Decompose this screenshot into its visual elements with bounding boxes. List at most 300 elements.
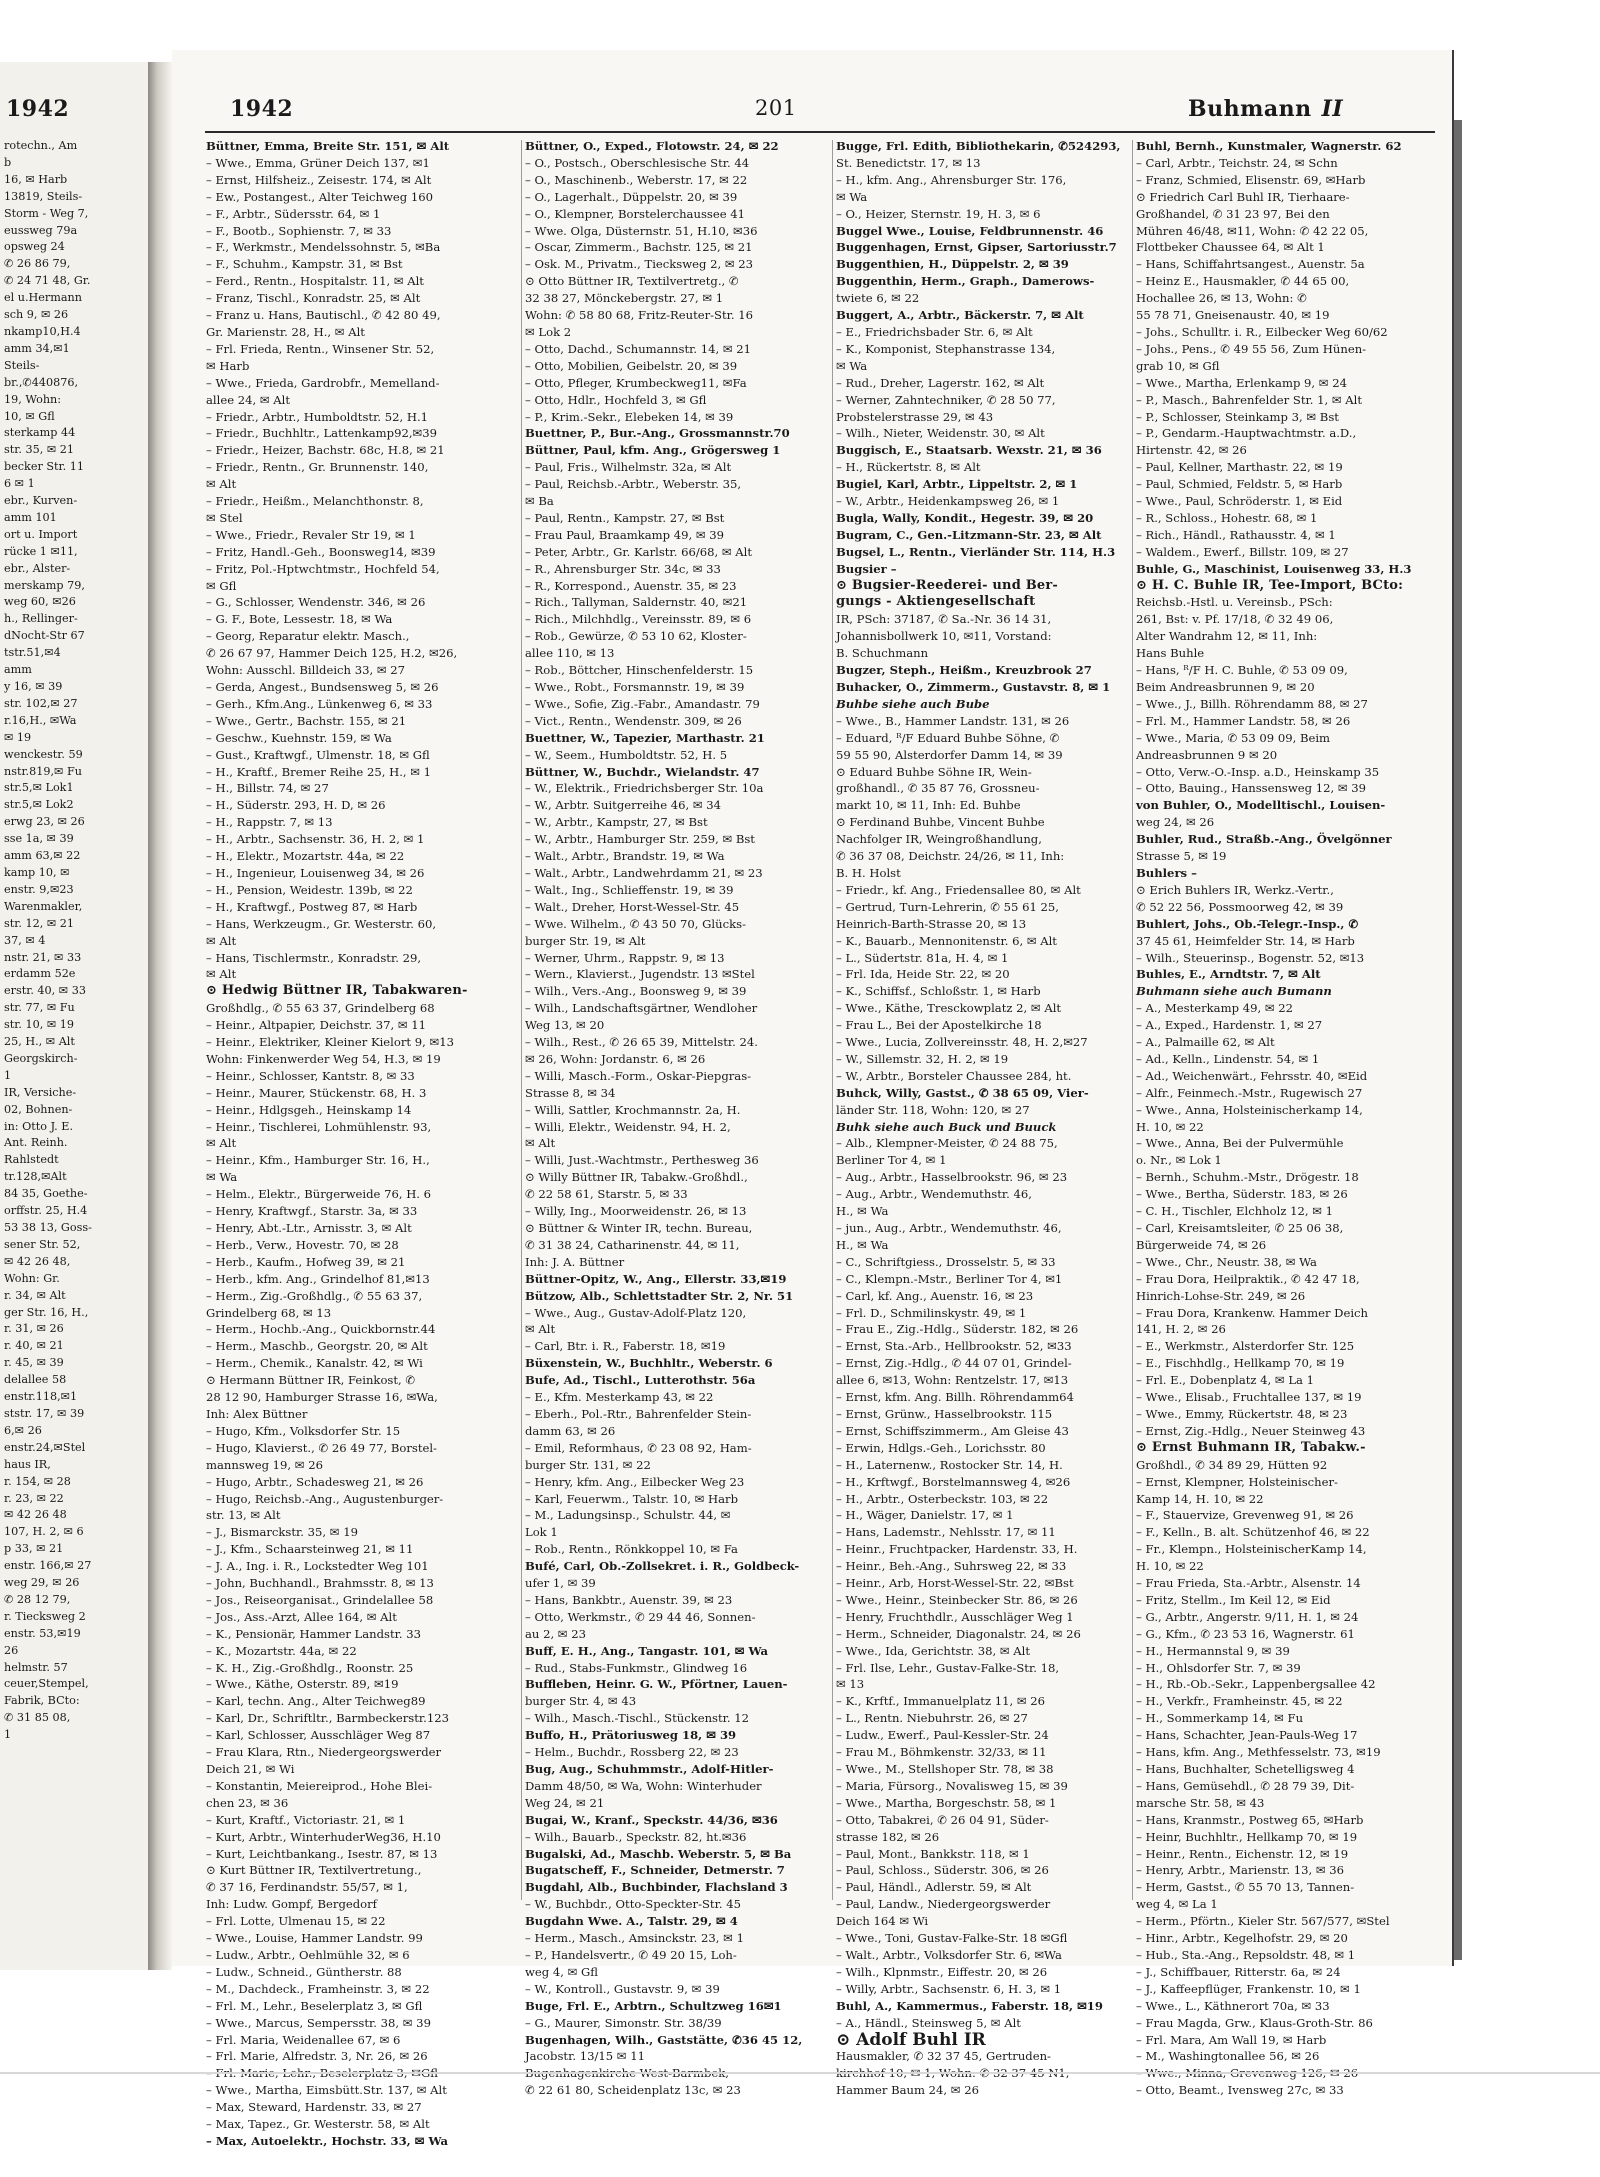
- directory-entry: – W., Kontroll., Gustavstr. 9, ✉ 39: [525, 1981, 720, 1996]
- directory-entry: – H., Hermannstal 9, ✉ 39: [1136, 1643, 1290, 1658]
- previous-page-line: 26: [4, 1643, 19, 1657]
- directory-entry: – Ad., Kelln., Lindenstr. 54, ✉ 1: [1136, 1051, 1320, 1066]
- previous-page-line: ebr., Kurven-: [4, 494, 78, 508]
- directory-entry: – J. A., Ing. i. R., Lockstedter Weg 101: [206, 1559, 429, 1574]
- directory-entry: ⊙ Otto Büttner IR, Textilvertretg., ✆: [525, 274, 739, 289]
- directory-entry: – Wwe., Ida, Gerichtstr. 38, ✉ Alt: [836, 1643, 1031, 1658]
- directory-entry: – E., Werkmstr., Alsterdorfer Str. 125: [1136, 1339, 1355, 1354]
- directory-entry: länder Str. 118, Wohn: 120, ✉ 27: [836, 1102, 1030, 1117]
- directory-entry: Bufé, Carl, Ob.-Zollsekret. i. R., Goldbeck-: [525, 1559, 800, 1574]
- previous-page-line: r. 45, ✉ 39: [4, 1356, 64, 1370]
- directory-entry: – Wwe., Maria, ✆ 53 09 09, Beim: [1136, 730, 1331, 745]
- directory-entry: – Wwe., Chr., Neustr. 38, ✉ Wa: [1136, 1254, 1317, 1269]
- previous-page-line: merskamp 79,: [4, 578, 85, 592]
- directory-entry: – Paul, Händl., Adlerstr. 59, ✉ Alt: [836, 1880, 1032, 1895]
- previous-page-line: y 16, ✉ 39: [4, 680, 63, 693]
- directory-entry: ✉ Gfl: [206, 578, 237, 593]
- directory-entry: – Carl, Btr. i. R., Faberstr. 18, ✉19: [525, 1339, 726, 1354]
- previous-page-line: nstr.819,✉ Fu: [4, 764, 82, 778]
- previous-page-line: br.,✆440876,: [4, 375, 79, 389]
- directory-entry: Buhacker, O., Zimmerm., Gustavstr. 8, ✉ 1: [836, 680, 1111, 694]
- directory-entry: ✉ Harb: [206, 358, 250, 373]
- previous-page-line: becker Str. 11: [4, 460, 84, 474]
- directory-entry: – Ad., Weichenwärt., Fehrsstr. 40, ✉Eid: [1136, 1068, 1368, 1083]
- previous-page-year: 1942: [6, 96, 70, 122]
- directory-entry: – Heinr., Elektriker, Kleiner Kielort 9, ✉13: [206, 1035, 454, 1050]
- previous-page-line: enstr. 9,✉23: [4, 882, 74, 896]
- running-head-name: Buhmann: [1188, 96, 1312, 122]
- directory-entry: Bugatscheff, F., Schneider, Detmerstr. 7: [525, 1863, 785, 1878]
- directory-entry: – Willy, Ing., Moorweidenstr. 26, ✉ 13: [525, 1204, 747, 1219]
- previous-page-line: str. 102,✉ 27: [4, 696, 78, 710]
- directory-entry: – Gertrud, Turn-Lehrerin, ✆ 55 61 25,: [836, 899, 1059, 914]
- directory-entry: – Wilh., Vers.-Ang., Boonsweg 9, ✉ 39: [525, 984, 747, 999]
- directory-column-2: [525, 138, 835, 2098]
- directory-entry: – Ernst, Schiffszimmerm., Am Gleise 43: [836, 1423, 1069, 1438]
- directory-entry: – Ferd., Rentn., Hospitalstr. 11, ✉ Alt: [206, 274, 424, 289]
- directory-entry: – Geschw., Kuehnstr. 159, ✉ Wa: [206, 730, 392, 745]
- directory-entry: burger Str. 19, ✉ Alt: [525, 933, 646, 948]
- directory-entry: 59 55 90, Alsterdorfer Damm 14, ✉ 39: [836, 747, 1063, 762]
- directory-entry: – Friedr., kf. Ang., Friedensallee 80, ✉ Alt: [836, 882, 1081, 897]
- directory-entry: ✆ 36 37 08, Deichstr. 24/26, ✉ 11, Inh:: [836, 849, 1065, 864]
- directory-entry: – H., Sommerkamp 14, ✉ Fu: [1136, 1711, 1304, 1726]
- directory-entry: ⊙ Hedwig Büttner IR, Tabakwaren-: [206, 983, 468, 999]
- directory-entry: Buggel Wwe., Louise, Feldbrunnenstr. 46: [836, 223, 1104, 238]
- directory-entry: – Wwe., Heinr., Steinbecker Str. 86, ✉ 26: [836, 1592, 1078, 1607]
- directory-entry: – Jos., Ass.-Arzt, Allee 164, ✉ Alt: [206, 1609, 397, 1624]
- directory-entry: – W., Seem., Humboldtstr. 52, H. 5: [525, 747, 728, 762]
- directory-entry: – Wwe. Wilhelm., ✆ 43 50 70, Glücks-: [525, 916, 746, 931]
- directory-entry: H. 10, ✉ 22: [1136, 1119, 1204, 1134]
- previous-page-line: 37, ✉ 4: [4, 933, 46, 947]
- running-head-volume: II: [1321, 96, 1344, 122]
- directory-entry: Buffo, H., Prätoriusweg 18, ✉ 39: [525, 1728, 737, 1743]
- previous-page-line: ststr. 17, ✉ 39: [4, 1406, 85, 1420]
- previous-page-line: 6,✉ 26: [4, 1423, 42, 1437]
- directory-entry: Buettner, P., Bur.-Ang., Grossmannstr.70: [525, 426, 790, 441]
- previous-page-line: amm: [4, 663, 32, 677]
- directory-entry: – O., Postsch., Oberschlesische Str. 44: [525, 155, 750, 170]
- directory-entry: Inh: J. A. Büttner: [525, 1254, 625, 1269]
- scan-edge: [0, 2072, 1600, 2074]
- directory-entry: ✉ Wa: [206, 1170, 238, 1185]
- previous-page-fragment: [0, 62, 153, 1970]
- directory-entry: Bugenhagen, Wilh., Gaststätte, ✆36 45 12,: [525, 2032, 803, 2047]
- previous-page-line: weg 29, ✉ 26: [4, 1576, 80, 1590]
- directory-entry: Bugdahn Wwe. A., Talstr. 29, ✉ 4: [525, 1914, 738, 1929]
- directory-entry: – Hans, Gemüsehdl., ✆ 28 79 39, Dit-: [1136, 1778, 1355, 1793]
- directory-entry: – Johs., Schulltr. i. R., Eilbecker Weg 60/62: [1136, 324, 1388, 339]
- directory-entry: – Wwe., J., Billh. Röhrendamm 88, ✉ 27: [1136, 696, 1368, 711]
- directory-entry: – Wwe., Frieda, Gardrobfr., Memelland-: [206, 375, 440, 390]
- previous-page-column: [4, 138, 146, 1908]
- previous-page-line: 1: [4, 1068, 12, 1082]
- directory-entry: – H., kfm. Ang., Ahrensburger Str. 176,: [836, 172, 1067, 187]
- directory-entry: – Bernh., Schuhm.-Mstr., Drögestr. 18: [1136, 1170, 1359, 1185]
- directory-entry: – jun., Aug., Arbtr., Wendemuthstr. 46,: [836, 1221, 1062, 1235]
- directory-entry: – A., Exped., Hardenstr. 1, ✉ 27: [1136, 1018, 1323, 1033]
- directory-entry: strasse 182, ✉ 26: [836, 1829, 940, 1844]
- directory-entry: Hinrich-Lohse-Str. 249, ✉ 26: [1136, 1288, 1306, 1303]
- directory-entry: – E., Friedrichsbader Str. 6, ✉ Alt: [836, 324, 1033, 339]
- directory-entry: – Henry, kfm. Ang., Eilbecker Weg 23: [525, 1474, 745, 1489]
- directory-entry: – Wwe., Käthe, Tresckowplatz 2, ✉ Alt: [836, 1001, 1062, 1016]
- directory-entry: – W., Arbtr. Suitgerreihe 46, ✉ 34: [525, 798, 722, 813]
- previous-page-line: sse 1a, ✉ 39: [4, 832, 74, 846]
- directory-entry: Deich 21, ✉ Wi: [206, 1762, 295, 1776]
- directory-entry: – Fr., Klempn., HolsteinischerKamp 14,: [1136, 1542, 1367, 1557]
- directory-entry: – Frl. Marie, Alfredstr. 3, Nr. 26, ✉ 26: [206, 2049, 428, 2064]
- directory-entry: ✉ 26, Wohn: Jordanstr. 6, ✉ 26: [525, 1051, 706, 1066]
- directory-entry: Nachfolger IR, Weingroßhandlung,: [836, 832, 1042, 847]
- directory-entry: – H., Rückertstr. 8, ✉ Alt: [836, 460, 981, 475]
- directory-entry: burger Str. 4, ✉ 43: [525, 1694, 637, 1709]
- directory-entry: ufer 1, ✉ 39: [525, 1576, 596, 1591]
- directory-entry: Buhk siehe auch Buck und Buuck: [836, 1119, 1057, 1134]
- directory-entry: – Oscar, Zimmerm., Bachstr. 125, ✉ 21: [525, 240, 753, 255]
- directory-entry: H., ✉ Wa: [836, 1204, 889, 1219]
- directory-entry: – Gust., Kraftwgf., Ulmenstr. 18, ✉ Gfl: [206, 747, 430, 762]
- directory-entry: Buhl, A., Kammermus., Faberstr. 18, ✉19: [836, 1998, 1103, 2013]
- directory-entry: markt 10, ✉ 11, Inh: Ed. Buhbe: [836, 798, 1021, 813]
- directory-entry: – Wwe., Gertr., Bachstr. 155, ✉ 21: [206, 713, 407, 728]
- directory-entry: Andreasbrunnen 9 ✉ 20: [1136, 747, 1278, 762]
- directory-entry: – R., Schloss., Hohestr. 68, ✉ 1: [1136, 510, 1318, 525]
- directory-entry: – Peter, Arbtr., Gr. Karlstr. 66/68, ✉ Alt: [525, 544, 752, 559]
- previous-page-line: ebr., Alster-: [4, 561, 71, 575]
- directory-entry: twiete 6, ✉ 22: [836, 291, 920, 306]
- directory-entry: Buff, E. H., Ang., Tangastr. 101, ✉ Wa: [525, 1643, 769, 1658]
- directory-column-4: [1136, 138, 1442, 2098]
- directory-entry: – Kurt, Arbtr., WinterhuderWeg36, H.10: [206, 1829, 441, 1844]
- directory-entry: Hirtenstr. 42, ✉ 26: [1136, 443, 1247, 458]
- directory-entry: B. H. Holst: [836, 865, 901, 880]
- directory-entry: – Ernst, Grünw., Hasselbrookstr. 115: [836, 1406, 1053, 1421]
- directory-entry: Bug, Aug., Schuhmmstr., Adolf-Hitler-: [525, 1762, 774, 1776]
- directory-entry: – K., Bauarb., Mennonitenstr. 6, ✉ Alt: [836, 933, 1057, 948]
- directory-entry: – Werner, Uhrm., Rappstr. 9, ✉ 13: [525, 950, 725, 965]
- directory-entry: ✆ 52 22 56, Possmoorweg 42, ✉ 39: [1136, 899, 1344, 914]
- header-rule: [205, 131, 1435, 133]
- directory-entry: 37 45 61, Heimfelder Str. 14, ✉ Harb: [1136, 933, 1355, 948]
- directory-entry: – Paul, Kellner, Marthastr. 22, ✉ 19: [1136, 460, 1343, 475]
- directory-entry: – Wwe., Emma, Grüner Deich 137, ✉1: [206, 155, 430, 170]
- directory-entry: – Henry, Fruchthdlr., Ausschläger Weg 1: [836, 1609, 1074, 1624]
- directory-entry: – Willi, Elektr., Weidenstr. 94, H. 2,: [525, 1119, 731, 1134]
- directory-column-1: [206, 138, 516, 2148]
- directory-entry: – W., Sillemstr. 32, H. 2, ✉ 19: [836, 1051, 1009, 1066]
- directory-entry: – Wilh., Rest., ✆ 26 65 39, Mittelstr. 24.: [525, 1035, 758, 1050]
- directory-entry: – Heinr., Hdlgsgeh., Heinskamp 14: [206, 1102, 412, 1117]
- directory-entry: – Ludw., Arbtr., Oehlmühle 32, ✉ 6: [206, 1947, 410, 1962]
- directory-entry: – Erwin, Hdlgs.-Geh., Lorichsstr. 80: [836, 1440, 1046, 1455]
- directory-entry: – H., Arbtr., Sachsenstr. 36, H. 2, ✉ 1: [206, 832, 425, 847]
- directory-entry: Büttner, Paul, kfm. Ang., Grögersweg 1: [525, 443, 781, 458]
- directory-entry: ✉ Lok 2: [525, 324, 572, 339]
- previous-page-line: ceuer,Stempel,: [4, 1677, 89, 1691]
- directory-entry: – Heinr, Buchhltr., Hellkamp 70, ✉ 19: [1136, 1829, 1358, 1844]
- directory-entry: Wohn: ✆ 58 80 68, Fritz-Reuter-Str. 16: [525, 308, 754, 323]
- directory-entry: – K., Pensionär, Hammer Landstr. 33: [206, 1626, 422, 1641]
- directory-entry: – Herm., Maschb., Georgstr. 20, ✉ Alt: [206, 1339, 428, 1354]
- previous-page-line: r. 34, ✉ Alt: [4, 1288, 66, 1302]
- directory-entry: – Hans, Buchhalter, Schetelligsweg 4: [1136, 1762, 1355, 1776]
- directory-entry: – Hugo, Reichsb.-Ang., Augustenburger-: [206, 1491, 444, 1506]
- directory-entry: – Max, Autoelektr., Hochstr. 33, ✉ Wa: [206, 2133, 449, 2148]
- previous-page-line: str. 12, ✉ 21: [4, 916, 74, 930]
- directory-entry: – C. H., Tischler, Elchholz 12, ✉ 1: [1136, 1204, 1334, 1219]
- directory-entry: weg 4, ✉ Gfl: [525, 1964, 599, 1979]
- directory-entry: – Carl, kf. Ang., Auenstr. 16, ✉ 23: [836, 1288, 1034, 1303]
- directory-entry: – Franz, Schmied, Elisenstr. 69, ✉Harb: [1136, 172, 1366, 187]
- directory-entry: – Karl, techn. Ang., Alter Teichweg89: [206, 1694, 426, 1709]
- directory-entry: Buhles, E., Arndtstr. 7, ✉ Alt: [1136, 967, 1321, 982]
- directory-entry: – K., Komponist, Stephanstrasse 134,: [836, 341, 1056, 356]
- directory-entry: – W., Buchbdr., Otto-Speckter-Str. 45: [525, 1897, 741, 1912]
- directory-entry: – Hans, Werkzeugm., Gr. Westerstr. 60,: [206, 916, 437, 931]
- directory-entry: – Aug., Arbtr., Hasselbrookstr. 96, ✉ 23: [836, 1170, 1068, 1185]
- directory-entry: – Hans, kfm. Ang., Methfesselstr. 73, ✉19: [1136, 1745, 1381, 1760]
- directory-entry: – H., Pension, Weidestr. 139b, ✉ 22: [206, 882, 413, 897]
- directory-entry: Buggenthien, H., Düppelstr. 2, ✉ 39: [836, 257, 1069, 272]
- directory-entry: ✆ 37 16, Ferdinandstr. 55/57, ✉ 1,: [206, 1880, 408, 1895]
- previous-page-line: str. 35, ✉ 21: [4, 443, 74, 457]
- previous-page-line: sterkamp 44: [4, 426, 76, 440]
- directory-entry: Buffleben, Heinr. G. W., Pförtner, Lauen-: [525, 1677, 788, 1692]
- directory-entry: – Walt., Arbtr., Volksdorfer Str. 6, ✉Wa: [836, 1947, 1062, 1962]
- directory-entry: Probstelerstrasse 29, ✉ 43: [836, 409, 994, 424]
- directory-entry: – Wwe., Friedr., Revaler Str 19, ✉ 1: [206, 527, 416, 542]
- directory-entry: – Paul, Schloss., Süderstr. 306, ✉ 26: [836, 1863, 1049, 1878]
- column-divider: [521, 140, 522, 1900]
- directory-entry: – Gerh., Kfm.Ang., Lünkenweg 6, ✉ 33: [206, 696, 433, 711]
- directory-entry: – Walt., Arbtr., Brandstr. 19, ✉ Wa: [525, 849, 725, 864]
- page-number: 201: [755, 96, 797, 120]
- directory-entry: Buggenthin, Herm., Graph., Damerows-: [836, 274, 1095, 289]
- previous-page-line: rotechn., Am: [4, 139, 78, 152]
- directory-entry: – Herm., Masch., Amsinckstr. 23, ✉ 1: [525, 1931, 744, 1946]
- directory-entry: – Hugo, Kfm., Volksdorfer Str. 15: [206, 1423, 401, 1438]
- directory-entry: – Otto, Tabakrei, ✆ 26 04 91, Süder-: [836, 1812, 1049, 1827]
- directory-entry: au 2, ✉ 23: [525, 1626, 586, 1641]
- previous-page-line: r. 31, ✉ 26: [4, 1322, 64, 1336]
- directory-entry: – H., Rappstr. 7, ✉ 13: [206, 815, 333, 830]
- directory-entry: – Heinr., Schlosser, Kantstr. 8, ✉ 33: [206, 1068, 415, 1083]
- previous-page-line: str. 77, ✉ Fu: [4, 1001, 75, 1015]
- directory-entry: – Wwe., Martha, Eimsbütt.Str. 137, ✉ Alt: [206, 2083, 447, 2098]
- directory-entry: – Henry, Abt.-Ltr., Arnisstr. 3, ✉ Alt: [206, 1221, 412, 1235]
- directory-entry: – K., Schiffsf., Schloßstr. 1, ✉ Harb: [836, 984, 1041, 999]
- directory-entry: gungs - Aktiengesellschaft: [836, 594, 1036, 610]
- page-edge-shadow: [1454, 120, 1462, 1960]
- directory-entry: – Herm., Chemik., Kanalstr. 42, ✉ Wi: [206, 1356, 423, 1371]
- directory-entry: – Frl. E., Dobenplatz 4, ✉ La 1: [1136, 1373, 1315, 1388]
- previous-page-line: b: [4, 155, 12, 169]
- directory-entry: – Ernst, Klempner, Holsteinischer-: [1136, 1474, 1338, 1489]
- directory-entry: – Frl. Maria, Weidenallee 67, ✉ 6: [206, 2032, 401, 2047]
- directory-entry: Büxenstein, W., Buchhltr., Weberstr. 6: [525, 1356, 773, 1371]
- directory-entry: – Paul, Landw., Niedergeorgswerder: [836, 1897, 1051, 1912]
- directory-entry: – C., Klempn.-Mstr., Berliner Tor 4, ✉1: [836, 1271, 1063, 1286]
- directory-entry: Buhle, G., Maschinist, Louisenweg 33, H.3: [1136, 561, 1412, 576]
- directory-entry: – Wwe., Aug., Gustav-Adolf-Platz 120,: [525, 1305, 747, 1320]
- previous-page-line: ger Str. 16, H.,: [4, 1305, 89, 1319]
- directory-entry: Bugai, W., Kranf., Speckstr. 44/36, ✉36: [525, 1812, 778, 1827]
- directory-entry: Bufe, Ad., Tischl., Lutterothstr. 56a: [525, 1373, 756, 1388]
- directory-entry: – Eberh., Pol.-Rtr., Bahrenfelder Stein-: [525, 1406, 752, 1421]
- previous-page-line: el u.Hermann: [4, 291, 82, 305]
- previous-page-line: amm 101: [4, 510, 57, 524]
- directory-entry: – Friedr., Buchhltr., Lattenkamp92,✉39: [206, 426, 438, 441]
- directory-entry: – P., Gendarm.-Hauptwachtmstr. a.D.,: [1136, 426, 1357, 441]
- directory-entry: – Frau E., Zig.-Hdlg., Süderstr. 182, ✉ 26: [836, 1322, 1079, 1337]
- page-year: 1942: [230, 96, 294, 122]
- directory-entry: chen 23, ✉ 36: [206, 1795, 289, 1810]
- directory-entry: – Friedr., Heißm., Melanchthonstr. 8,: [206, 494, 424, 509]
- directory-entry: – F., Kelln., B. alt. Schützenhof 46, ✉ 22: [1136, 1525, 1370, 1540]
- directory-entry: – J., Kfm., Schaarsteinweg 21, ✉ 11: [206, 1542, 414, 1557]
- directory-entry: Hammer Baum 24, ✉ 26: [836, 2083, 979, 2098]
- directory-entry: – J., Bismarckstr. 35, ✉ 19: [206, 1525, 358, 1540]
- directory-entry: – Frl. M., Lehr., Beselerplatz 3, ✉ Gfl: [206, 1998, 423, 2013]
- directory-entry: – F., Stauervize, Grevenweg 91, ✉ 26: [1136, 1508, 1354, 1523]
- directory-entry: grab 10, ✉ Gfl: [1136, 358, 1220, 373]
- directory-entry: – Helm., Elektr., Bürgerweide 76, H. 6: [206, 1187, 432, 1202]
- directory-entry: Großhdlg., ✆ 55 63 37, Grindelberg 68: [206, 1001, 435, 1016]
- directory-entry: H. 10, ✉ 22: [1136, 1559, 1204, 1574]
- previous-page-line: wenckestr. 59: [4, 747, 83, 761]
- previous-page-line: r. 154, ✉ 28: [4, 1474, 71, 1488]
- directory-entry: – Frl. M., Hammer Landstr. 58, ✉ 26: [1136, 713, 1351, 728]
- directory-entry: – Wwe., Lucia, Zollvereinsstr. 48, H. 2,✉27: [836, 1035, 1088, 1050]
- directory-entry: ✉ Wa: [836, 189, 868, 204]
- directory-entry: ✆ 31 38 24, Catharinenstr. 44, ✉ 11,: [525, 1237, 740, 1252]
- previous-page-line: str.5,✉ Lok1: [4, 781, 74, 795]
- directory-entry: – M., Dachdeck., Framheinstr. 3, ✉ 22: [206, 1981, 430, 1996]
- directory-entry: Beim Andreasbrunnen 9, ✉ 20: [1136, 680, 1315, 694]
- directory-entry: ✆ 22 61 80, Scheidenplatz 13c, ✉ 23: [525, 2083, 741, 2098]
- directory-entry: – Fritz, Stellm., Im Keil 12, ✉ Eid: [1136, 1592, 1331, 1607]
- directory-entry: – Wwe., Paul, Schröderstr. 1, ✉ Eid: [1136, 494, 1343, 509]
- directory-entry: Gr. Marienstr. 28, H., ✉ Alt: [206, 324, 365, 339]
- directory-entry: – P., Masch., Bahrenfelder Str. 1, ✉ Alt: [1136, 392, 1363, 407]
- directory-entry: – Herm., Zig.-Großhdlg., ✆ 55 63 37,: [206, 1288, 423, 1303]
- directory-entry: – Hinr., Arbtr., Kegelhofstr. 29, ✉ 20: [1136, 1931, 1348, 1946]
- directory-entry: – Heinr., Altpapier, Deichstr. 37, ✉ 11: [206, 1018, 427, 1033]
- directory-entry: – Otto, Pfleger, Krumbeckweg11, ✉Fa: [525, 375, 747, 390]
- directory-entry: – Carl, Kreisamtsleiter, ✆ 25 06 38,: [1136, 1221, 1344, 1235]
- directory-entry: – Heinr., Beh.-Ang., Suhrsweg 22, ✉ 33: [836, 1559, 1067, 1574]
- directory-entry: – K., Mozartstr. 44a, ✉ 22: [206, 1643, 357, 1658]
- directory-entry: Hans Buhle: [1136, 646, 1205, 661]
- directory-entry: ✉ Alt: [206, 967, 237, 982]
- directory-entry: – J., Schiffbauer, Ritterstr. 6a, ✉ 24: [1136, 1964, 1341, 1979]
- directory-entry: Reichsb.-Hstl. u. Vereinsb., PSch:: [1136, 595, 1333, 610]
- previous-page-line: ✉ 42 26 48,: [4, 1254, 71, 1268]
- directory-entry: Büttner, O., Exped., Flotowstr. 24, ✉ 22: [525, 139, 779, 153]
- directory-entry: – Waldem., Ewerf., Billstr. 109, ✉ 27: [1136, 544, 1349, 559]
- directory-entry: – Alfr., Feinmech.-Mstr., Rugewisch 27: [1136, 1085, 1363, 1100]
- directory-entry: – Konstantin, Meiereiprod., Hohe Blei-: [206, 1778, 433, 1793]
- previous-page-line: dNocht-Str 67: [4, 629, 85, 643]
- directory-entry: – F., Arbtr., Südersstr. 64, ✉ 1: [206, 206, 381, 221]
- directory-entry: ⊙ Erich Buhlers IR, Werkz.-Vertr.,: [1136, 882, 1334, 897]
- directory-entry: Heinrich-Barth-Strasse 20, ✉ 13: [836, 916, 1027, 931]
- directory-entry: – Werner, Zahntechniker, ✆ 28 50 77,: [836, 392, 1056, 407]
- previous-page-line: helmstr. 57: [4, 1660, 68, 1674]
- directory-entry: – Ernst, kfm. Ang. Billh. Röhrendamm64: [836, 1390, 1074, 1405]
- directory-entry: burger Str. 131, ✉ 22: [525, 1457, 651, 1472]
- directory-entry: – Wwe., Sofie, Zig.-Fabr., Amandastr. 79: [525, 696, 760, 711]
- directory-entry: – R., Ahrensburger Str. 34c, ✉ 33: [525, 561, 721, 576]
- previous-page-line: nstr. 21, ✉ 33: [4, 950, 82, 964]
- previous-page-line: 19, Wohn:: [4, 392, 62, 406]
- previous-page-line: enstr.118,✉1: [4, 1390, 78, 1404]
- directory-entry: Buhlers –: [1136, 865, 1197, 880]
- directory-entry: – Kurt, Leichtbankang., Isestr. 87, ✉ 13: [206, 1846, 438, 1861]
- directory-entry: – Wwe., Elisab., Fruchtallee 137, ✉ 19: [1136, 1390, 1362, 1405]
- directory-entry: – Walt., Ing., Schlieffenstr. 19, ✉ 39: [525, 882, 734, 897]
- directory-entry: ✆ 22 58 61, Starstr. 5, ✉ 33: [525, 1187, 688, 1202]
- directory-entry: – Gerda, Angest., Bundsensweg 5, ✉ 26: [206, 680, 439, 694]
- directory-entry: – P., Krim.-Sekr., Elebeken 14, ✉ 39: [525, 409, 734, 424]
- directory-entry: Buhmann siehe auch Bumann: [1136, 984, 1332, 999]
- previous-page-line: enstr. 166,✉ 27: [4, 1559, 92, 1573]
- directory-entry: – Paul, Schmied, Feldstr. 5, ✉ Harb: [1136, 477, 1343, 492]
- directory-entry: – Willi, Masch.-Form., Oskar-Piepgras-: [525, 1068, 752, 1083]
- directory-entry: Bürgerweide 74, ✉ 26: [1136, 1237, 1267, 1252]
- directory-entry: ⊙ Eduard Buhbe Söhne IR, Wein-: [836, 764, 1032, 779]
- directory-entry: allee 6, ✉13, Wohn: Rentzelstr. 17, ✉13: [836, 1373, 1069, 1388]
- previous-page-line: nkamp10,H.4: [4, 324, 81, 338]
- directory-entry: – Wwe., B., Hammer Landstr. 131, ✉ 26: [836, 713, 1070, 728]
- directory-entry: Großhandel, ✆ 31 23 97, Bei den: [1136, 206, 1330, 221]
- directory-entry: – Otto, Beamt., Ivensweg 27c, ✉ 33: [1136, 2083, 1344, 2098]
- directory-entry: – Frau Magda, Grw., Klaus-Groth-Str. 86: [1136, 2015, 1373, 2030]
- previous-page-line: r. Tiecksweg 2: [4, 1609, 86, 1623]
- previous-page-line: sener Str. 52,: [4, 1237, 81, 1251]
- directory-entry: – Wilh., Landschaftsgärtner, Wendloher: [525, 1001, 758, 1016]
- directory-entry: – Otto, Dachd., Schumannstr. 14, ✉ 21: [525, 341, 752, 356]
- directory-entry: Bugla, Wally, Kondit., Hegestr. 39, ✉ 20: [836, 510, 1094, 525]
- directory-entry: – Wwe. Olga, Düsternstr. 51, H.10, ✉36: [525, 223, 758, 238]
- directory-entry: Buhck, Willy, Gastst., ✆ 38 65 09, Vier-: [836, 1085, 1089, 1100]
- previous-page-line: ✆ 26 86 79,: [4, 257, 71, 271]
- directory-entry: – L., Rentn. Niebuhrstr. 26, ✉ 27: [836, 1711, 1028, 1726]
- directory-entry: – Heinr., Kfm., Hamburger Str. 16, H.,: [206, 1153, 430, 1168]
- directory-entry: ✉ Alt: [206, 477, 237, 492]
- directory-entry: – Franz, Tischl., Konradstr. 25, ✉ Alt: [206, 291, 421, 306]
- directory-entry: IR, PSch: 37187, ✆ Sa.-Nr. 36 14 31,: [836, 612, 1052, 627]
- directory-entry: – Herm., Hochb.-Ang., Quickbornstr.44: [206, 1322, 436, 1337]
- directory-entry: – M., Washingtonallee 56, ✉ 26: [1136, 2049, 1320, 2064]
- previous-page-line: ✆ 24 71 48, Gr.: [4, 274, 91, 288]
- directory-entry: Bugram, C., Gen.-Litzmann-Str. 23, ✉ Alt: [836, 527, 1102, 542]
- directory-entry: Inh: Alex Büttner: [206, 1406, 308, 1421]
- previous-page-line: rücke 1 ✉11,: [4, 544, 78, 558]
- directory-entry: marsche Str. 58, ✉ 43: [1136, 1795, 1265, 1810]
- previous-page-line: Wohn: Gr.: [4, 1271, 60, 1285]
- directory-entry: St. Benedictstr. 17, ✉ 13: [836, 155, 981, 170]
- directory-entry: mannsweg 19, ✉ 26: [206, 1457, 323, 1472]
- directory-entry: – W., Arbtr., Hamburger Str. 259, ✉ Bst: [525, 832, 755, 847]
- previous-page-line: enstr.24,✉Stel: [4, 1440, 86, 1454]
- directory-entry: – Georg, Reparatur elektr. Masch.,: [206, 629, 410, 644]
- directory-entry: – Rob., Gewürze, ✆ 53 10 62, Kloster-: [525, 629, 747, 644]
- directory-entry: – Heinz E., Hausmakler, ✆ 44 65 00,: [1136, 274, 1350, 289]
- directory-entry: – Frau Dora, Heilpraktik., ✆ 42 47 18,: [1136, 1271, 1360, 1286]
